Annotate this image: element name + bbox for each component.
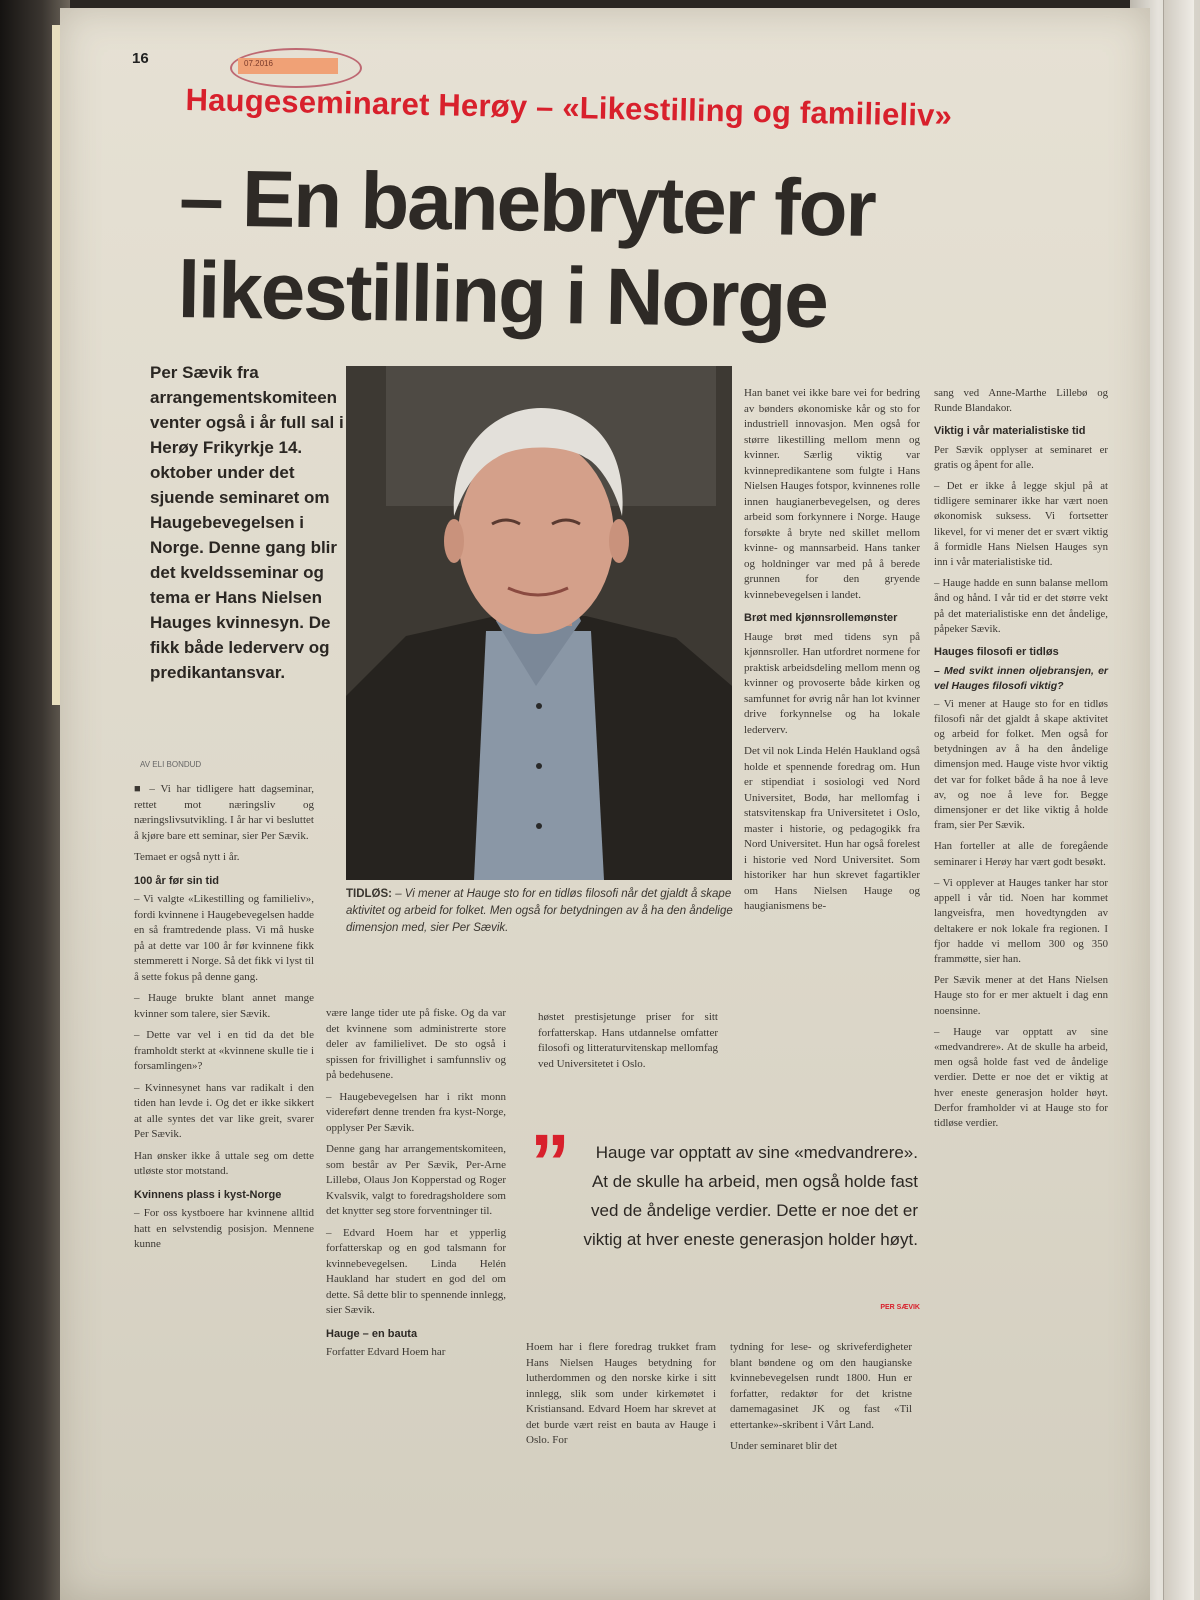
byline: AV ELI BONDUD bbox=[140, 760, 202, 769]
headline-line-2: likestilling i Norge bbox=[177, 244, 828, 345]
kicker: Haugeseminaret Herøy – «Likestilling og familieliv» bbox=[185, 82, 953, 134]
col5-paragraph: – Det er ikke å legge skjul på at tidligere seminarer ikke har vært noen økonomisk suksess. Vi fortsetter likevel, for vi mener det er svært viktig å formidle Hans Nielsen Hauges syn inn i vår materialistiske tid. bbox=[934, 480, 1108, 569]
col5-paragraph: – Vi opplever at Hauges tanker har stor appell i vår tid. Noen har kommet langveisfra, men hovedtyngden av deltakere er nok lokale fra regionen. I fjor hadde vi mellom 300 og 350 frammøtte, sier han. bbox=[934, 876, 1108, 965]
article-column-5 bbox=[934, 386, 1108, 1137]
col2-paragraph: – Edvard Hoem har et ypperlig forfatterskap og en god talsmann for kvinnebevegelsen. Linda Helén Haukland har studert en god del om dette. Så dette blir to spennende innlegg, sier Sævik. bbox=[326, 1226, 506, 1316]
subheading: Viktig i vår materialistiske tid bbox=[934, 425, 1086, 438]
headline-line-1: – En banebryter for bbox=[178, 152, 876, 253]
col2-paragraph: være lange tider ute på fiske. Og da var det kvinnene som administrerte store deler av familielivet. De sto også i spissen for frivillighet i samfunnsliv og på bedehusene. bbox=[326, 1007, 506, 1081]
col3-paragraph: høstet prestisjetunge priser for sitt forfatterskap. Hans utdannelse omfatter filosofi og litteraturvitenskap mellomfag ved Universitetet i Oslo. bbox=[538, 1011, 718, 1070]
col5-paragraph: – Hauge var opptatt av sine «medvandrere». At de skulle ha arbeid, men også holde fast ved de åndelige verdier. Dette er noe det er viktig at hver eneste generasjon holder høyt. Derfor framholder vi at Hauge sto for tidløse verdier. bbox=[934, 1025, 1108, 1129]
col4-paragraph: Hauge brøt med tidens syn på kjønnsroller. Han utfordret normene for praktisk arbeidsdeling mellom menn og kvinner og provoserte både kirken og samfunnet for øvrig når han lot kvinner drive forkynnelse og ha lokale lederverv. bbox=[744, 630, 920, 736]
headline bbox=[177, 152, 875, 347]
subheading: Brøt med kjønnsrollemønster bbox=[744, 612, 898, 624]
col5-paragraph: Per Sævik opplyser at seminaret er gratis og åpent for alle. bbox=[934, 443, 1108, 471]
col2-paragraph: Denne gang har arrangementskomiteen, som består av Per Sævik, Per-Arne Lillebø, Olaus Jon Kopperstad og Roger Kvalsvik, valgt to foredragsholdere som det knytter seg store forventninger til. bbox=[326, 1143, 506, 1217]
col4-paragraph: Det vil nok Linda Helén Haukland også holde et spennende foredrag om. Hun er stipendiat i sosiologi ved Nord Universitet, Bodø, har mellomfag i statsvitenskap fra Universitetet i Oslo, master i historie, og pedagogikk fra Nord Universitet. Hun har også forelest i historie ved Nord Universitet. Som historiker har hun skrevet fagartikler om Hans Nielsen Hauge og haugianismens be- bbox=[744, 745, 920, 912]
article-column-1 bbox=[134, 782, 314, 1259]
lead-paragraph: Per Sævik fra arrangementskomiteen venter også i år full sal i Herøy Frikyrkje 14. oktober under det sjuende seminaret om Haugebevegelsen i Norge. Denne gang blir det kveldsseminar og tema er Hans Nielsen Hauges kvinnesyn. De fikk både lederverv og predikantansvar. bbox=[150, 363, 344, 682]
col5-paragraph: – Hauge hadde en sunn balanse mellom ånd og hånd. I vår tid er det større vekt på det materialistiske enn det åndelige, påpeker Sævik. bbox=[934, 577, 1108, 635]
pull-quote-source: PER SÆVIK bbox=[880, 1304, 920, 1311]
pull-quote-text: Hauge var opptatt av sine «medvandrere». At de skulle ha arbeid, men også holde fast ved de åndelige verdier. Dette er noe det er viktig at hver eneste generasjon holder høyt. bbox=[583, 1143, 918, 1249]
col5-paragraph: Per Sævik mener at det Hans Nielsen Hauge sto for er mer aktuelt i dag enn noensinne. bbox=[934, 974, 1108, 1017]
article-column-2 bbox=[326, 1006, 506, 1367]
col4-paragraph: Han banet vei ikke bare vei for bedring av bønders økonomiske kår og sto for industriell innovasjon. Men også for større likestilling mellom menn og kvinner. Særlig viktig var kvinnepredikantene som fulgte i Hans Nielsen Hauges fotspor, kvinnenes rolle innen haugianerbevegelsen, og deres arbeid som forkynnere i Norge. Hauge forsøkte å bryte ned skillet mellom kvinne- og mannsarbeid. Hans tanker og holdninger var med på å berede grunnen for den gryende kvinnebevegelsen i landet. bbox=[744, 387, 920, 601]
date-stamp bbox=[230, 56, 340, 82]
article-column-3-lower bbox=[526, 1340, 716, 1455]
article-column-3 bbox=[538, 1010, 718, 1078]
article-column-4 bbox=[744, 386, 920, 921]
col1-paragraph: – Kvinnesynet hans var radikalt i den tiden han levde i. Og det er ikke sikkert at alle syntes det var like greit, svarer Per Sævik. bbox=[134, 1081, 314, 1140]
col5-paragraph: – Vi mener at Hauge sto for en tidløs filosofi når det gjaldt å skape aktivitet og arbeid for folket. Men også for betydningen av å ha den åndelige dimensjon med. Hauge viste hvor viktig det var for folket både å ha noe å leve av, og noe å leve for. Begge dimensjoner er det like viktig å holde fram, sier Per Sævik. bbox=[934, 697, 1108, 832]
col2-paragraph: Forfatter Edvard Hoem har bbox=[326, 1346, 446, 1358]
photo-caption bbox=[346, 886, 736, 937]
col5-paragraph: Han forteller at alle de foregående seminarer i Herøy har vært godt besøkt. bbox=[934, 840, 1108, 868]
interview-question: – Med svikt innen oljebransjen, er vel Hauges filosofi viktig? bbox=[934, 665, 1108, 693]
subheading: Hauge – en bauta bbox=[326, 1327, 418, 1340]
portrait-photo bbox=[346, 366, 732, 880]
subheading: Hauges filosofi er tidløs bbox=[934, 646, 1059, 659]
col2-paragraph: – Haugebevegelsen har i rikt monn videreført denne trenden fra kyst-Norge, opplyser Per Sævik. bbox=[326, 1090, 506, 1134]
col3-paragraph: Hoem har i flere foredrag trukket fram Hans Nielsen Hauges betydning for lutherdommen og den norske kirke i sitt innlegg, slik som under kirkemøtet i Kristiansand. Edvard Hoem har skrevet at det burde vært reist en bauta av Hauge i Oslo. For bbox=[526, 1341, 716, 1446]
article-column-4-lower bbox=[730, 1340, 912, 1461]
col4-paragraph: tydning for lese- og skriveferdigheter blant bøndene og om den haugianske kvinnebevegelsen rundt 1800. Hun er forfatter, redaktør for det kristne damemagasinet JK og fast «Til ettertanke»-skribent i Vårt Land. bbox=[730, 1341, 912, 1431]
col1-paragraph: Temaet er også nytt i år. bbox=[134, 851, 240, 863]
col1-paragraph: – Dette var vel i en tid da det ble framholdt sterkt at «kvinnene skulle tie i forsamlingen»? bbox=[134, 1029, 314, 1072]
col5-paragraph: sang ved Anne-Marthe Lillebø og Runde Blandakor. bbox=[934, 387, 1108, 415]
page-number: 16 bbox=[132, 50, 149, 67]
quote-mark-icon: ” bbox=[530, 1118, 570, 1207]
col1-paragraph: – Hauge brukte blant annet mange kvinner som talere, sier Sævik. bbox=[134, 992, 314, 1020]
col1-paragraph: – Vi valgte «Likestilling og familieliv», fordi kvinnene i Haugebevegelsen hadde en så framtredende plass. Vi må huske på at dette var 100 år før kvinnene fikk stemmerett i Norge. Så det fikk vi lyst til å sette fokus på denne gang. bbox=[134, 893, 314, 983]
portrait-illustration bbox=[346, 366, 732, 880]
subheading: 100 år før sin tid bbox=[134, 874, 219, 887]
date-text: 07.2016 bbox=[244, 59, 273, 68]
col1-paragraph: ■ – Vi har tidligere hatt dagseminar, rettet mot næringsliv og næringslivsutvikling. I år har vi besluttet å kjøre bare ett seminar, sier Per Sævik. bbox=[134, 783, 314, 842]
caption-label: TIDLØS: bbox=[346, 888, 392, 900]
col4-paragraph: Under seminaret blir det bbox=[730, 1440, 838, 1452]
subheading: Kvinnens plass i kyst-Norge bbox=[134, 1188, 282, 1201]
col1-paragraph: Han ønsker ikke å uttale seg om dette utløste stor motstand. bbox=[134, 1149, 314, 1177]
col1-paragraph: – For oss kystboere har kvinnene alltid hatt en selvstendig posisjon. Mennene kunne bbox=[134, 1207, 314, 1250]
caption-text: – Vi mener at Hauge sto for en tidløs filosofi når det gjaldt å skape aktivitet og arbeid for folket. Men også for betydningen av å ha den åndelige dimensjon med, sier Per Sævik. bbox=[346, 888, 733, 934]
